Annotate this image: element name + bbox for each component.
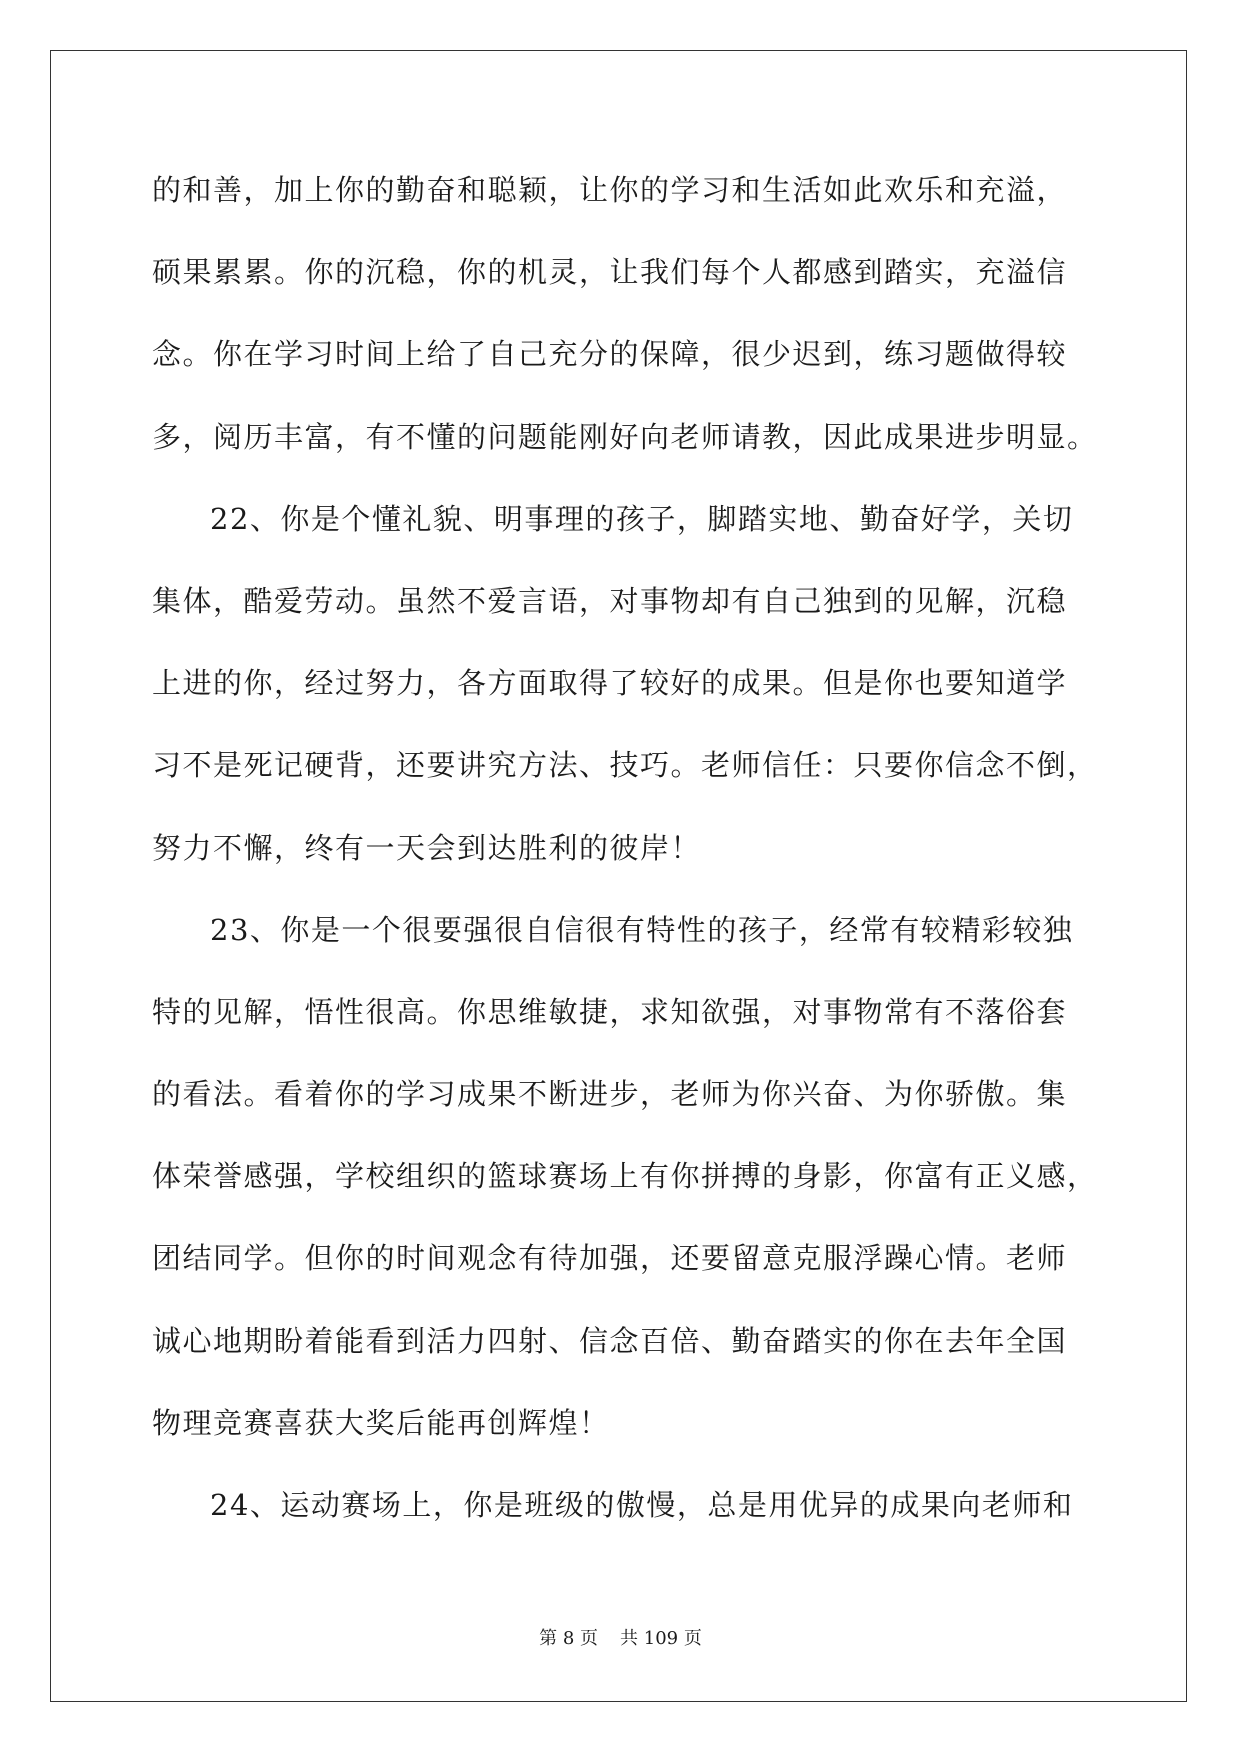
text-line: 诚心地期盼着能看到活力四射、信念百倍、勤奋踏实的你在去年全国 <box>152 1323 1068 1358</box>
text-line: 22、你是个懂礼貌、明事理的孩子，脚踏实地、勤奋好学，关切 <box>210 501 1074 536</box>
text-line: 特的见解，悟性很高。你思维敏捷，求知欲强，对事物常有不落俗套 <box>152 994 1068 1029</box>
text-line: 体荣誉感强，学校组织的篮球赛场上有你拼搏的身影，你富有正义感， <box>152 1159 1098 1194</box>
text-line: 23、你是一个很要强很自信很有特性的孩子，经常有较精彩较独 <box>210 912 1074 947</box>
page-footer <box>0 1627 1241 1651</box>
text-line: 努力不懈，终有一天会到达胜利的彼岸！ <box>152 830 702 865</box>
text-line: 24、运动赛场上，你是班级的傲慢，总是用优异的成果向老师和 <box>210 1488 1074 1522</box>
text-line: 习不是死记硬背，还要讲究方法、技巧。老师信任：只要你信念不倒， <box>152 748 1098 783</box>
document-body <box>152 160 1098 1557</box>
page-total: 共 109 页 <box>620 1628 702 1649</box>
text-line: 硕果累累。你的沉稳，你的机灵，让我们每个人都感到踏实，充溢信 <box>152 255 1068 290</box>
text-line: 物理竞赛喜获大奖后能再创辉煌！ <box>152 1405 610 1440</box>
text-line: 的和善，加上你的勤奋和聪颖，让你的学习和生活如此欢乐和充溢， <box>152 173 1068 207</box>
text-line: 的看法。看着你的学习成果不断进步，老师为你兴奋、为你骄傲。集 <box>152 1077 1068 1112</box>
text-line: 团结同学。但你的时间观念有待加强，还要留意克服浮躁心情。老师 <box>152 1241 1068 1276</box>
text-line: 集体，酷爱劳动。虽然不爱言语，对事物却有自己独到的见解，沉稳 <box>152 583 1068 618</box>
page-number: 第 8 页 <box>539 1628 599 1649</box>
text-line: 念。你在学习时间上给了自己充分的保障，很少迟到，练习题做得较 <box>152 337 1068 372</box>
text-line: 上进的你，经过努力，各方面取得了较好的成果。但是你也要知道学 <box>152 666 1068 701</box>
text-line: 多，阅历丰富，有不懂的问题能刚好向老师请教，因此成果进步明显。 <box>152 419 1098 454</box>
